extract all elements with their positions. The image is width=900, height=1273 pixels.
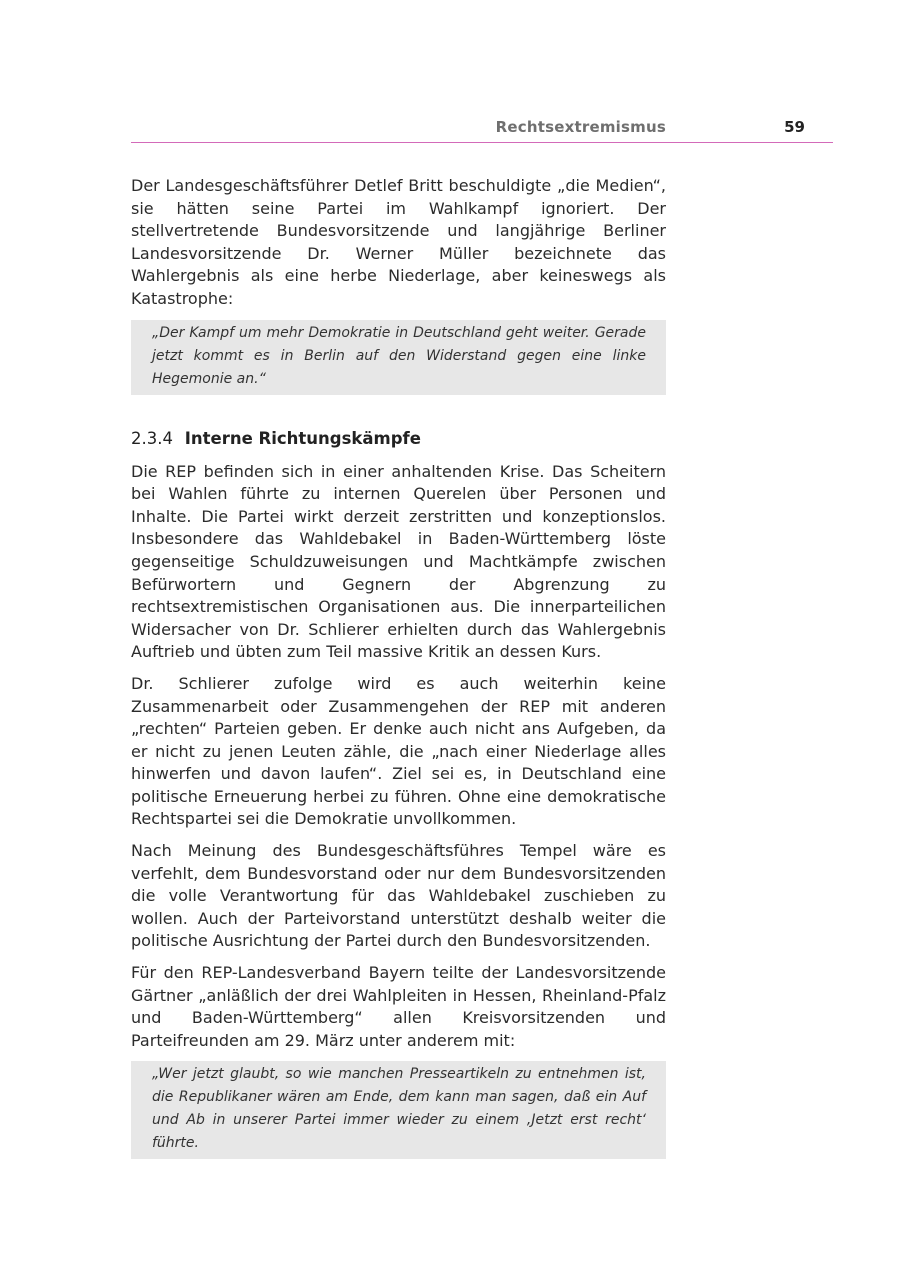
paragraph-3: Dr. Schlierer zufolge wird es auch weiterhin keine Zusammenarbeit oder Zusammengehen der REP mit anderen „rechten“ Parteien geben. Er denke auch nicht ans Aufgeben, da er nicht zu jenen Leuten zähle, die „nach einer Niederlage alles hinwerfen und davon laufen“. Ziel sei es, in Deutschland eine politische Erneuerung herbei zu führen. Ohne eine demokratische Rechtspartei sei die Demokratie unvollkommen. [131,673,666,829]
page-content [131,175,666,1168]
page-number: 59 [784,118,805,136]
section-title: Interne Richtungskämpfe [184,428,421,448]
quote-block-1 [131,320,666,395]
paragraph-4: Nach Meinung des Bundesgeschäftsführes Tempel wäre es verfehlt, dem Bundesvorstand oder nur dem Bundesvorsitzenden die volle Verantwortung für das Wahldebakel zuschieben zu wollen. Auch der Parteivorstand unterstützt deshalb weiter die politische Ausrichtung der Partei durch den Bundesvorsitzenden. [131,841,666,951]
paragraph-2: Die REP befinden sich in einer anhaltenden Krise. Das Scheitern bei Wahlen führte zu internen Querelen über Personen und Inhalte. Die Partei wirkt derzeit zerstritten und konzeptionslos. Insbesondere das Wahldebakel in Baden-Württemberg löste gegenseitige Schuldzuweisungen und Machtkämpfe zwischen Befürwortern und Gegnern der Abgrenzung zu rechtsextremistischen Organisationen aus. Die innerparteilichen Widersacher von Dr. Schlierer erhielten durch das Wahlergebnis Auftrieb und übten zum Teil massive Kritik an dessen Kurs. [131,461,666,662]
page-header [131,116,833,143]
paragraph-1: Der Landesgeschäftsführer Detlef Britt beschuldigte „die Medien“, sie hätten seine Partei im Wahlkampf ignoriert. Der stellvertretende Bundesvorsitzende und langjährige Berliner Landesvorsitzende Dr. Werner Müller bezeichnete das Wahlergebnis als eine herbe Niederlage, aber keineswegs als Katastrophe: [131,176,666,308]
section-number: 2.3.4 [131,428,173,448]
running-title: Rechtsextremismus [495,118,666,136]
quote-text-2: „Wer jetzt glaubt, so wie manchen Presseartikeln zu entnehmen ist, die Republikaner wären am Ende, dem kann man sagen, daß ein Auf und Ab in unserer Partei immer wieder zu einem ‚Jetzt erst recht‘ führte. [152,1066,646,1152]
quote-text-1: „Der Kampf um mehr Demokratie in Deutschland geht weiter. Gerade jetzt kommt es in Berlin auf den Widerstand gegen eine linke Hegemonie an.“ [152,324,646,387]
section-heading [131,427,666,451]
paragraph-5: Für den REP-Landesverband Bayern teilte der Landesvorsitzende Gärtner „anläßlich der drei Wahlpleiten in Hessen, Rheinland-Pfalz und Baden-Württemberg“ allen Kreisvorsitzenden und Parteifreunden am 29. März unter anderem mit: [131,963,666,1050]
quote-block-2 [131,1061,666,1159]
